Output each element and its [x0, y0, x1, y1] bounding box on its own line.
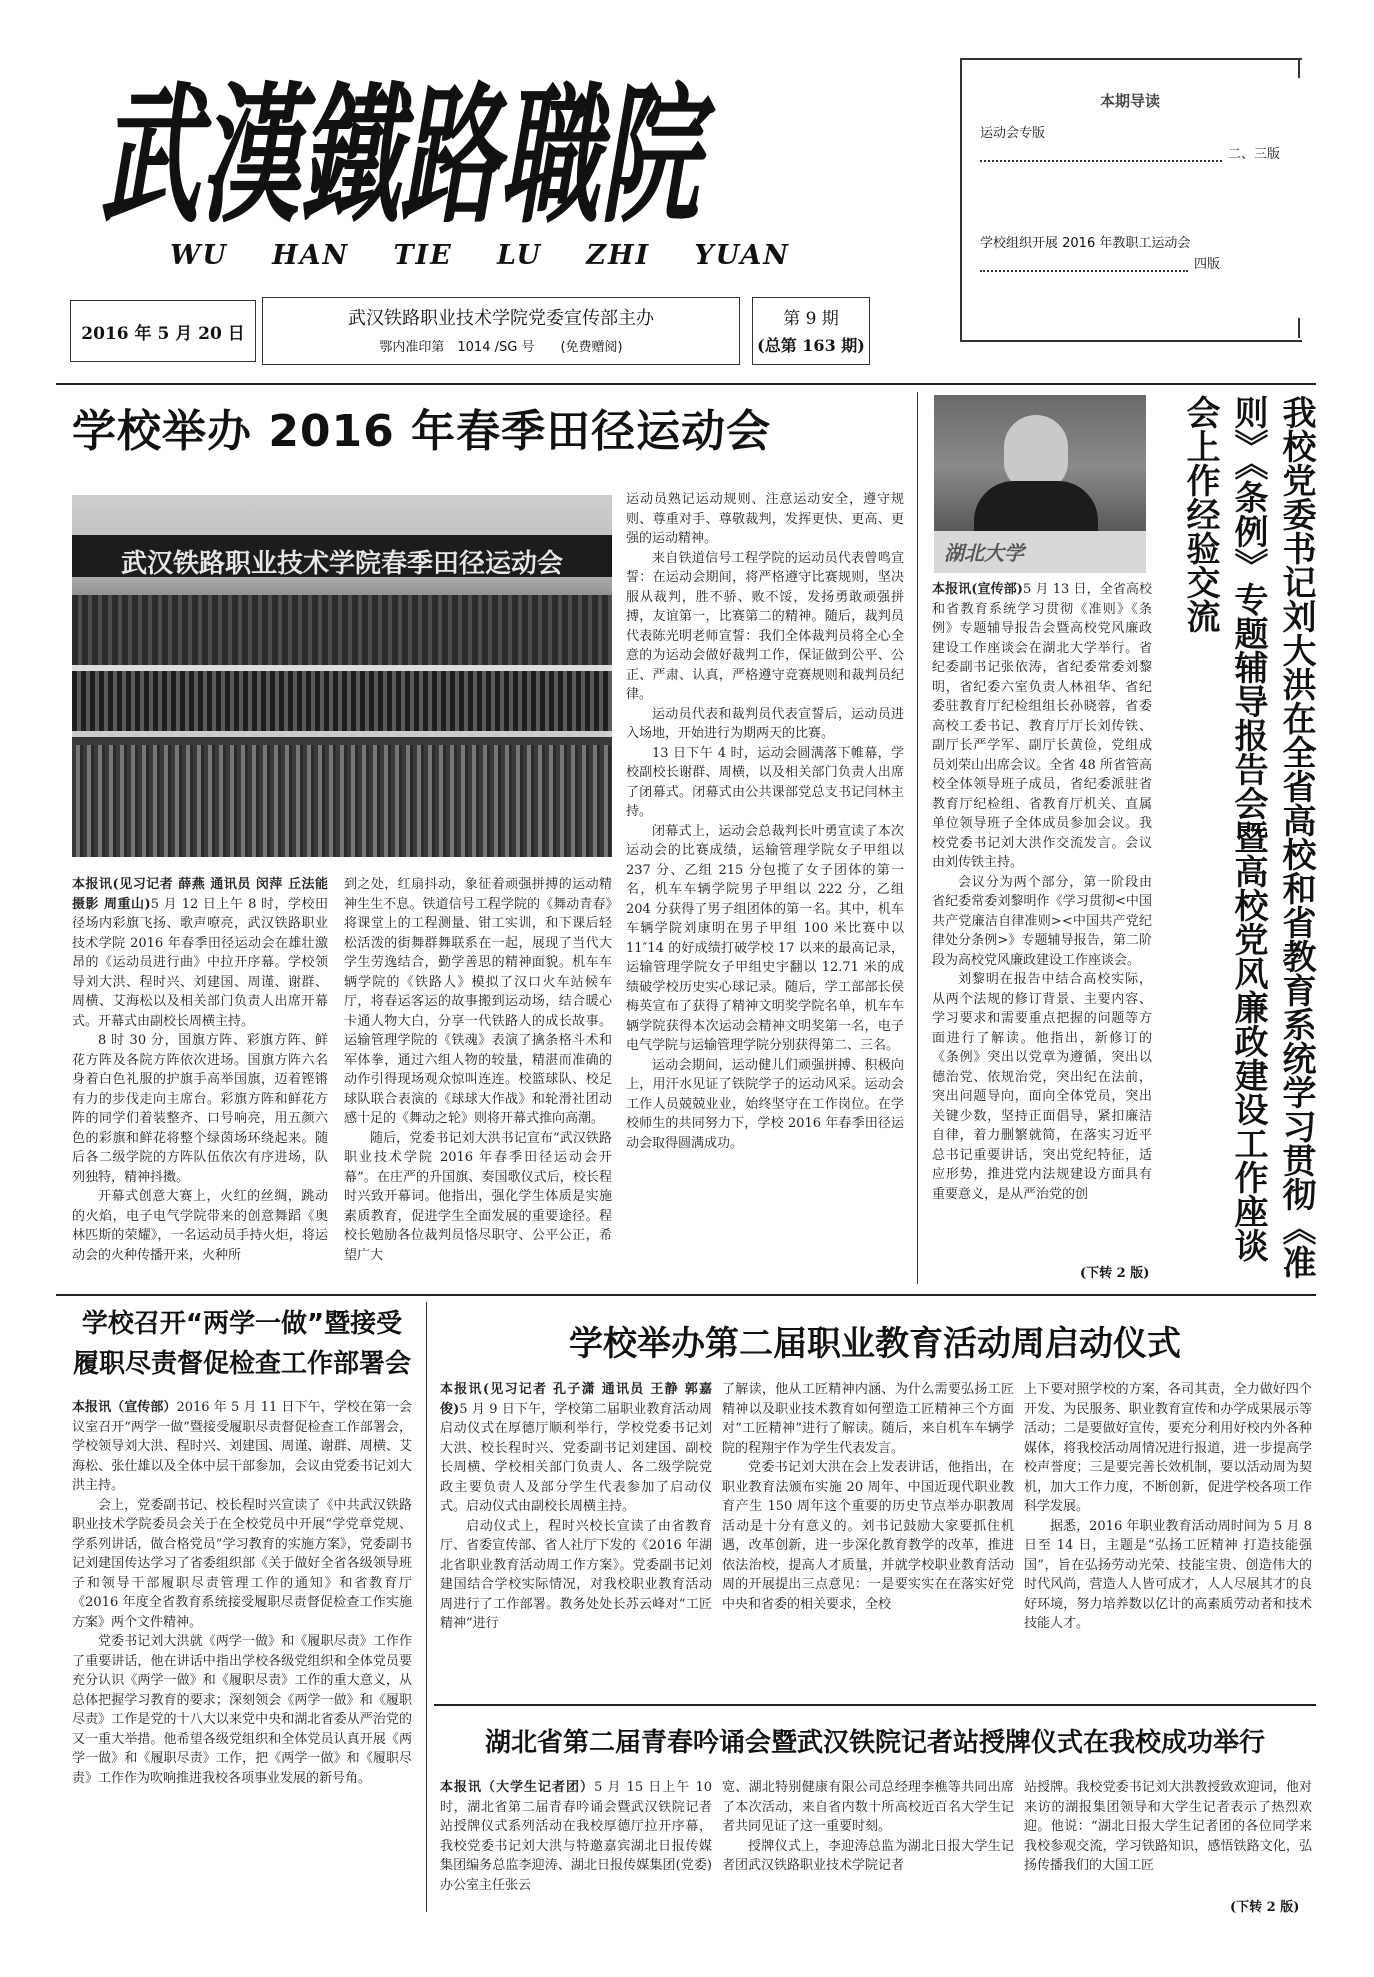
article5-col2 [722, 1778, 1014, 1910]
article5-col1 [440, 1778, 712, 1910]
column-divider-2 [426, 1302, 427, 1912]
article4-byline: 本报讯(见习记者 孔子潇 通讯员 王静 郭嘉俊) [440, 1382, 712, 1417]
article1-col3-p3: 运动员代表和裁判员代表宣誓后，运动员进入场地，开始进行为期两天的比赛。 [626, 706, 904, 741]
article5-col1-text: 5 月 15 日上午 10 时，湖北省第二届青春吟诵会暨武汉铁院记者站授牌仪式系列活动在我校厚德厅拉开序幕，我校党委书记刘大洪与特邀嘉宾湖北日报传媒集团编务总监李迎涛、湖北日报传媒集团(党委)办公室主任张云 [440, 1780, 712, 1893]
guide-item-1-label: 运动会专版 [980, 126, 1046, 141]
article5-col3 [1024, 1778, 1312, 1896]
column-divider [917, 392, 918, 1284]
article2-continued[interactable]: (下转 2 版) [1080, 1262, 1149, 1281]
article4-col2 [722, 1380, 1014, 1698]
article4-col3-text: 上下要对照学校的方案，各司其责，全力做好四个开发、为民服务、职业教育宣传和办学成果展示等活动；二是要做好宣传，要充分利用好校内外各种媒体，将我校活动周情况进行报道，进一步提高学校声誉度；三是要完善长效机制，要以活动周为契机，加大工作力度，不断创新，促进学校各项工作科学发展。 [1024, 1382, 1312, 1514]
guide-box-right-tick-top [1298, 58, 1300, 78]
article4-col2-p2: 党委书记刘大洪在会上发表讲话，他指出，在职业教育法颁布实施 20 周年、中国近现代职业教育产生 150 周年这个重要的历史节点举办职教周活动是十分有意义的。刘书记鼓励大家要抓住机遇，改革创新，进一步深化教育教学的改革，推进依法治校，提高人才质量，并就学校职业教育活动周的开展提出三点意见：一是要实实在在落实好党中央和省委的相关要求，全校 [722, 1460, 1014, 1612]
sports-meeting-photo [72, 495, 612, 857]
section-rule-1 [56, 1294, 1316, 1296]
guide-item-2-page: 四版 [1193, 257, 1220, 272]
article1-col3-text: 运动员熟记运动规则、注意运动安全，遵守规则、尊重对手、尊敬裁判，发挥更快、更高、更强的运动精神。 [626, 492, 904, 546]
article2-body [932, 580, 1152, 1280]
article1-headline: 学校举办 2016 年春季田径运动会 [72, 406, 772, 457]
article3-p2: 会上，党委副书记、校长程时兴宣读了《中共武汉铁路职业技术学院委员会关于在全校党员中开展“学党章党规、学系列讲话，做合格党员”学习教育的实施方案》，党委副书记刘建国传达学习了省委组织部《关于做好全省各级领导班子和领导干部履职尽责管理工作的通知》和省教育厅《2016 年度全省教育系统接受履职尽责督促检查工作实施方案》两个文件精神。 [72, 1497, 412, 1630]
guide-item-2-label: 学校组织开展 2016 年教职工运动会 [980, 236, 1191, 251]
article1-col3-p5: 闭幕式上，运动会总裁判长叶勇宣读了本次运动会的比赛成绩，运输管理学院女子甲组以 237 分、乙组 215 分包揽了女子团体的第一名，机车车辆学院男子甲组以 222 分，乙组 204 分获得了男子组团体的第一名。其中，机车车辆学院刘康明在男子甲组 100 米比赛中以 11″14 的好成绩打破学校 17 以来的最高记录，运输管理学院女子甲组史宇翻以 12.71 米的成绩破学校历史实心球记录。随后，学工部部长侯梅英宣布了获得了精神文明奖学院名单，机车车辆学院获得本次运动会精神文明奖第一名，电子电气学院与运输管理学院分别获得第二、三名。 [626, 823, 904, 1053]
article1-col3-p6: 运动会期间，运动健儿们顽强拼搏、积极向上，用汗水见证了铁院学子的运动风采。运动会工作人员兢兢业业，始终坚守在工作岗位。在学校师生的共同努力下，学校 2016 年春季田径运动会取得圆满成功。 [626, 1057, 904, 1151]
article5-col2-p2: 授牌仪式上，李迎涛总监为湖北日报大学生记者团武汉铁路职业技术学院记者 [722, 1838, 1014, 1873]
article1-col1-p2: 8 时 30 分，国旗方阵、彩旗方阵、鲜花方阵及各院方阵依次进场。国旗方阵六名身着白色礼服的护旗手高举国旗，迈着铿锵有力的步伐走向主席台。彩旗方阵和鲜花方阵的同学们着装整齐、口号响亮，用五颜六色的彩旗和鲜花将整个绿茵场环绕起来。随后各二级学院的方阵队伍依次有序进场，队列独特，精神抖擞。 [72, 1033, 328, 1185]
article3-byline: 本报讯（宣传部） [72, 1400, 177, 1415]
guide-item-1[interactable] [980, 122, 1280, 162]
article5-byline: 本报讯（大学生记者团） [440, 1780, 595, 1795]
article1-col1 [72, 875, 328, 1285]
guide-heading: 本期导读 [1099, 92, 1160, 110]
pinyin-2: HAN [272, 240, 350, 271]
photo-banner-text: 武汉铁路职业技术学院春季田径运动会 [120, 549, 563, 579]
article3-headline-line2: 履职尽责督促检查工作部署会 [72, 1349, 411, 1379]
pinyin-6: YUAN [694, 240, 790, 271]
article1-col1-p3: 开幕式创意大赛上，火红的丝绸，跳动的火焰，电子电气学院带来的创意舞蹈《奥林匹斯的荣耀》，一名运动员手持火炬，将运动会的火种传播开来，火种所 [72, 1189, 328, 1263]
article2-p2: 会议分为两个部分，第一阶段由省纪委常委刘黎明作《学习贯彻<中国共产党廉洁自律准则><中国共产党纪律处分条例>》专题辅导报告，第二阶段为高校党风廉政建设工作座谈会。 [932, 874, 1152, 968]
sponsor-text: 武汉铁路职业技术学院党委宣传部主办 [348, 308, 654, 329]
article1-col3-p4: 13 日下午 4 时，运动会圆满落下帷幕，学校副校长谢群、周横，以及相关部门负责人出席了闭幕式。闭幕式由公共课部党总支书记闫林主持。 [626, 745, 904, 819]
article4-col2-text: 了解读，他从工匠精神内涵、为什么需要弘扬工匠精神以及职业技术教育如何塑造工匠精神三个方面对“工匠精神”进行了解读。随后，来自机车车辆学院的程翔宇作为学生代表发言。 [722, 1382, 1014, 1456]
article1-col2-text: 到之处，红扇抖动，象征着顽强拼搏的运动精神生生不息。铁道信号工程学院的《舞动青春》将课堂上的工程测量、钳工实训，和下课后轻松活泼的街舞群舞联系在一起，展现了当代大学生劳逸结合，勤学善思的精神面貌。机车车辆学院的《铁路人》模拟了汉口火车站候车厅，将春运客运的故事搬到运动场，结合暖心卡通人物大白，分享一代铁路人的成长故事。运输管理学院的《铁魂》表演了擒条格斗术和军体拳，通过六组人物的较量，精湛而准确的动作引得现场观众惊叫连连。校篮球队、校足球队联合表演的《球球大作战》和轮滑社团动感十足的《舞动之轮》则将开幕式推向高潮。 [344, 877, 612, 1126]
pinyin-5: ZHI [586, 240, 651, 271]
masthead-rule [56, 383, 1316, 385]
article4-headline: 学校举办第二届职业教育活动周启动仪式 [569, 1324, 1181, 1364]
article5-col2-text: 宽、湖北特别健康有限公司总经理李樵等共同出席了本次活动，来自省内数十所高校近百名大学生记者共同见证了这一重要时刻。 [722, 1780, 1014, 1834]
article2-text: 5 月 13 日，全省高校和省教育系统学习贯彻《准则》《条例》专题辅导报告会暨高校党风廉政建设工作座谈会在湖北大学举行。省纪委副书记张依涛，省纪委常委刘黎明，省纪委六室负责人林祖华、省纪委驻教育厅纪检组组长孙晓蓉，省委高校工委书记、教育厅厅长刘传铁、副厅长严学军、副厅长黄俭，党组成员刘荣山出席会议。全省 48 所省管高校全体领导班子成员，省纪委派驻省教育厅纪检组、省教育厅机关、直属单位领导班子全体成员参加会议。我校党委书记刘大洪作交流发言。会议由刘传铁主持。 [932, 582, 1152, 870]
pinyin-4: LU [496, 240, 543, 271]
article1-col3 [626, 490, 904, 1280]
article4-col3 [1024, 1380, 1312, 1698]
speaker-photo [934, 395, 1146, 573]
article1-col2 [344, 875, 612, 1285]
article2-byline: 本报讯(宣传部) [932, 582, 1023, 597]
masthead-calligraphy-title [96, 58, 736, 233]
article5-col3-text: 站授牌。我校党委书记刘大洪教授致欢迎词，他对来访的湖报集团领导和大学生记者表示了热烈欢迎。他说：“湖北日报大学生记者团的各位同学来我校参观交流，学习铁路知识，感悟铁路文化，弘扬传播我们的大国工匠 [1024, 1780, 1312, 1873]
date-box [70, 300, 256, 362]
guide-item-1-page: 二、三版 [1227, 147, 1280, 162]
masthead-pinyin [170, 240, 790, 274]
article4-col3-p2: 据悉，2016 年职业教育活动周时间为 5 月 8 日至 14 日，主题是“弘扬工匠精神 打造技能强国”，旨在弘扬劳动光荣、技能宝贵、创造伟大的时代风尚，营造人人皆可成才，人人尽展其才的良好环境，努力培养数以亿计的高素质劳动者和技术技能人才。 [1024, 1518, 1312, 1631]
section-rule-2 [434, 1704, 1316, 1706]
article4-col1-text: 5 月 9 日下午，学校第二届职业教育活动周启动仪式在厚德厅顺利举行，学校党委书记刘大洪、校长程时兴、党委副书记刘建国、副校长周横、学校相关部门负责人、各二级学院党政主要负责人及部分学生代表参加了启动仪式。启动仪式由副校长周横主持。 [440, 1401, 712, 1514]
calligraphy-logo [96, 58, 736, 233]
article3-p3: 党委书记刘大洪就《两学一做》和《履职尽责》工作作了重要讲话，他在讲话中指出学校各级党组织和全体党员要充分认识《两学一做》和《履职尽责》工作的重大意义，从总体把握学习教育的要求；深刻领会《两学一做》和《履职尽责》工作是党的十八大以来党中央和湖北省委从严治党的又一重大举措。他希望各级党组织和全体党员认真开展《两学一做》和《履职尽责》工作，把《两学一做》和《履职尽责》工作作为吹响推进我校各项事业发展的新号角。 [72, 1634, 412, 1786]
article3-text: 2016 年 5 月 11 日下午，学校在第一会议室召开“两学一做”暨接受履职尽责督促检查工作部署会，学校领导刘大洪、程时兴、刘建国、周谨、谢群、周横、艾海松、张仕雄以及全体中层干部参加，会议由党委书记刘大洪主持。 [72, 1400, 412, 1493]
podium-label: 湖北大学 [944, 541, 1024, 565]
calligraphy-text: 武漢鐵路職院 [100, 68, 716, 233]
pinyin-1: WU [170, 240, 228, 271]
article1-col1-text: 5 月 12 日上午 8 时，学校田径场内彩旗飞扬、歌声嘹亮，武汉铁路职业技术学院 2016 年春季田径运动会在雄壮激昂的《运动员进行曲》中拉开序幕。学校领导刘大洪、程时兴、刘建国、周谨、谢群、周横、艾海松以及相关部门负责人出席开幕式。开幕式由副校长周横主持。 [72, 896, 328, 1029]
issue-date: 2016 年 5 月 20 日 [81, 323, 245, 344]
article3-headline [72, 1304, 412, 1384]
permit-text: 鄂内准印第 1014 /SG 号 (免费赠阅) [379, 340, 623, 355]
article1-byline: 本报讯(见习记者 薛燕 通讯员 闵萍 丘法能 摄影 周重山) [72, 877, 328, 912]
article1-col2-p2: 随后，党委书记刘大洪书记宣布“武汉铁路职业技术学院 2016 年春季田径运动会开幕”。在庄严的升国旗、奏国歌仪式后，校长程时兴致开幕词。他指出，强化学生体质是实施素质教育，促进学生全面发展的重要途径。程校长勉励各位裁判员恪尽职守、公平公正，希望广大 [344, 1130, 612, 1263]
guide-box-right-tick-bottom [1298, 318, 1300, 338]
sponsor-box [262, 297, 740, 365]
issue-total: (总第 163 期) [757, 336, 865, 355]
pinyin-3: TIE [393, 240, 453, 271]
article1-col3-p2: 来自铁道信号工程学院的运动员代表曾鸣宣誓：在运动会期间，将严格遵守比赛规则，坚决服从裁判，胜不骄、败不馁，发扬勇敢顽强拼搏，友谊第一，比赛第二的精神。随后，裁判员代表陈光明老师宣誓：我们全体裁判员将全心全意的为运动会做好裁判工作，保证做到公平、公正、严肃、认真，严格遵守竞赛规则和裁判员纪律。 [626, 550, 904, 702]
article3-body [72, 1398, 412, 1908]
article5-continued[interactable]: (下转 2 版) [1230, 1896, 1299, 1915]
issue-box [752, 297, 870, 365]
article2-p3: 刘黎明在报告中结合高校实际，从两个法规的修订背景、主要内容、学习要求和需要重点把握的问题等方面进行了解读。他指出，新修订的《条例》突出以党章为遵循，突出以德治党、依规治党，突出纪在法前，突出问题导向，面向全体党员，突出关键少数，坚持正面倡导，紧扣廉洁自律，着力删繁就简，在落实习近平总书记重要讲话，突出党纪特征，适应形势，推进党内法规建设方面具有重要意义，是从严治党的创 [932, 972, 1152, 1202]
issue-number: 第 9 期 [783, 309, 839, 329]
guide-dots [980, 150, 1222, 162]
article4-col1 [440, 1380, 712, 1698]
article5-headline: 湖北省第二届青春吟诵会暨武汉铁院记者站授牌仪式在我校成功举行 [484, 1728, 1265, 1758]
article4-col1-p2: 启动仪式上，程时兴校长宣读了由省教育厅、省委宣传部、省人社厅下发的《2016 年湖北省职业教育活动周工作方案》。党委副书记刘建国结合学校实际情况，对我校职业教育活动周进行了工作部署。教务处处长苏云峰对“工匠精神”进行 [440, 1518, 712, 1631]
article3-headline-line1: 学校召开“两学一做”暨接受 [81, 1309, 403, 1339]
guide-dots [980, 260, 1188, 272]
article2-headline: 我校党委书记刘大洪在全省高校和省教育系统学习贯彻《准则》《条例》专题辅导报告会暨高校党风廉政建设工作座谈会上作经验交流 [1180, 395, 1316, 1279]
guide-item-2[interactable] [980, 232, 1220, 272]
